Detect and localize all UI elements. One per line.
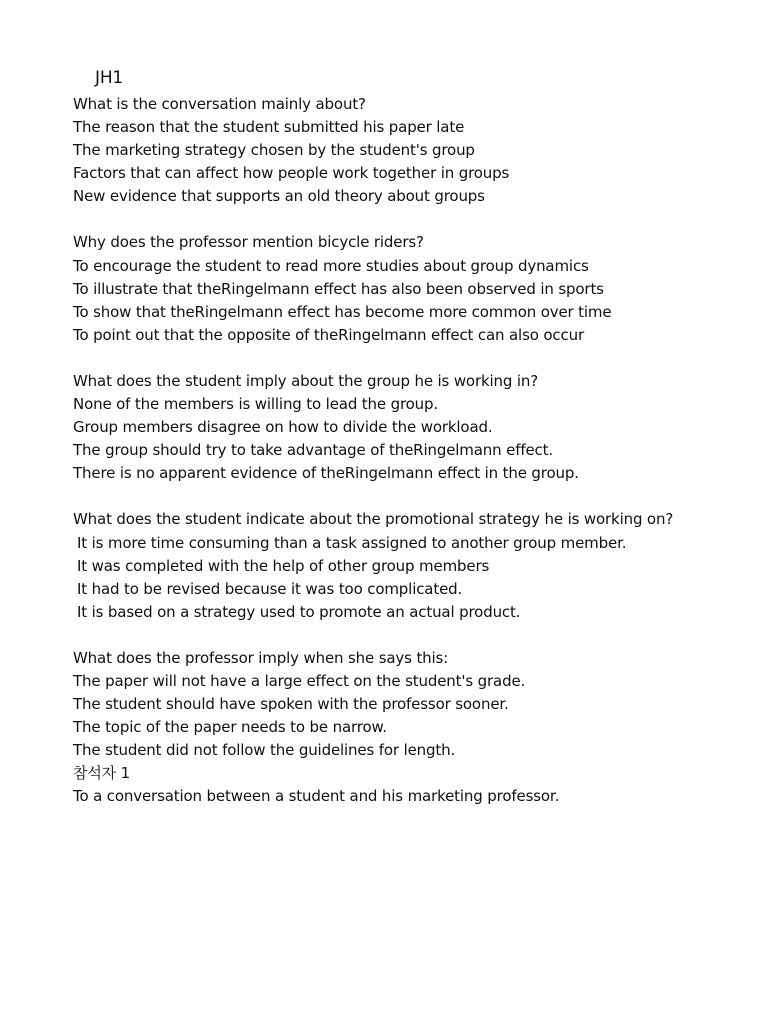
answer-option: Factors that can affect how people work together in groups	[73, 164, 510, 183]
transcript-line: To a conversation between a student and his marketing professor.	[73, 787, 560, 806]
answer-option: It had to be revised because it was too complicated.	[77, 579, 463, 598]
answer-option: There is no apparent evidence of theRingelmann effect in the group.	[73, 464, 579, 483]
answer-option: None of the members is willing to lead the group.	[73, 395, 439, 414]
answer-option: The marketing strategy chosen by the student's group	[73, 141, 475, 160]
answer-option: The student did not follow the guidelines for length.	[73, 741, 456, 760]
answer-option: It was completed with the help of other group members	[77, 556, 490, 575]
document-body	[73, 93, 753, 809]
answer-option: It is more time consuming than a task assigned to another group member.	[77, 533, 627, 552]
answer-option: To point out that the opposite of theRingelmann effect can also occur	[73, 325, 584, 344]
question-block-1	[73, 93, 753, 208]
question-text: What is the conversation mainly about?	[73, 95, 366, 113]
question-text: What does the student imply about the group he is working in?	[73, 371, 539, 390]
answer-option: The reason that the student submitted his paper late	[73, 118, 465, 137]
answer-option: To show that theRingelmann effect has become more common over time	[73, 302, 612, 321]
answer-option: New evidence that supports an old theory about groups	[73, 187, 485, 206]
answer-option: The student should have spoken with the professor sooner.	[73, 695, 509, 714]
question-block-5	[73, 647, 753, 809]
answer-option: It is based on a strategy used to promote an actual product.	[77, 602, 521, 621]
question-block-2	[73, 231, 753, 346]
question-text: What does the professor imply when she says this:	[73, 648, 449, 667]
question-block-4	[73, 508, 753, 623]
question-block-3	[73, 370, 753, 485]
answer-option: The paper will not have a large effect on the student's grade.	[73, 671, 526, 690]
answer-option: Group members disagree on how to divide the workload.	[73, 418, 493, 437]
answer-option: The group should try to take advantage of theRingelmann effect.	[73, 441, 553, 460]
question-text: Why does the professor mention bicycle riders?	[73, 233, 424, 252]
document-title: JH1	[95, 68, 124, 88]
answer-option: To encourage the student to read more studies about group dynamics	[73, 256, 589, 275]
answer-option: To illustrate that theRingelmann effect has also been observed in sports	[73, 279, 604, 298]
answer-option: The topic of the paper needs to be narrow.	[73, 718, 387, 737]
speaker-label: 참석자 1	[73, 764, 131, 783]
question-text: What does the student indicate about the promotional strategy he is working on?	[73, 510, 674, 529]
